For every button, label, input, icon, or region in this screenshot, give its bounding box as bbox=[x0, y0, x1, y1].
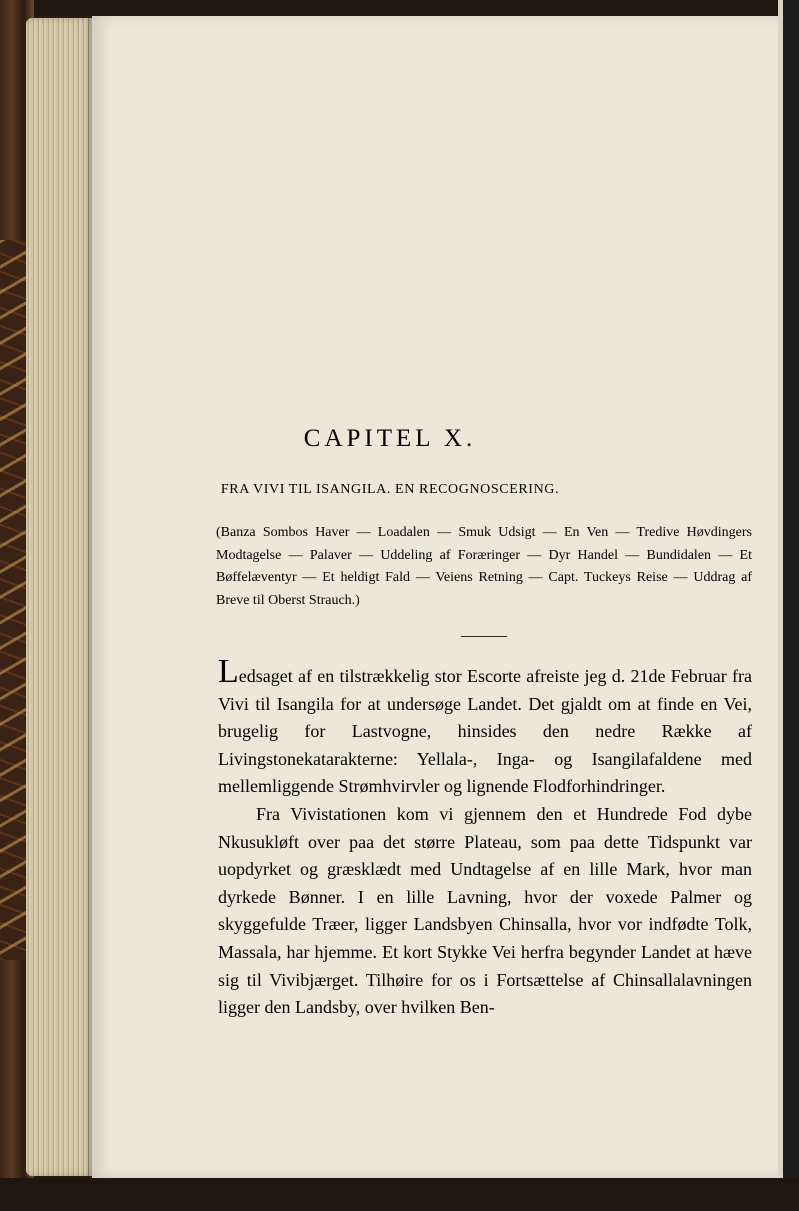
chapter-summary: (Banza Sombos Haver — Loadalen — Smuk Udsigt — En Ven — Tredive Høvdingers Modtagelse — Palaver — Uddeling af Foræringer — Dyr Handel — Bundidalen — Et Bøffelæventyr — Et heldigt Fald — Veiens Retning — Capt. Tuckeys Reise — Uddrag af Breve til Oberst Strauch.) bbox=[216, 525, 752, 608]
marbled-endpaper bbox=[0, 240, 26, 960]
scan-border-top bbox=[0, 0, 799, 16]
paragraph-2: Fra Vivistationen kom vi gjennem den et Hundrede Fod dybe Nkusukløft over paa det større Plateau, som paa dette Tidspunkt var uopdyrket og græsklædt med Undtagelse af en lille Mark, hvor man dyrkede Bønner. I en lille Lavning, hvor der voxede Palmer og skyggefulde Træer, ligger Landsbyen Chinsalla, hvor vor indfødte Tolk, Massala, har hjemme. Et kort Stykke Vei herfra begynder Landet at hæve sig til Vivibjærget. Tilhøire for os i Fortsættelse af Chinsallalavningen ligger den Landsby, over hvilken Ben- bbox=[218, 803, 752, 1018]
body-text bbox=[218, 653, 752, 1022]
scan-border-bottom bbox=[0, 1178, 799, 1211]
chapter-subtitle: FRA VIVI TIL ISANGILA. EN RECOGNOSCERING. bbox=[220, 482, 560, 497]
drop-cap: L bbox=[218, 653, 239, 690]
page-block-edges bbox=[26, 18, 96, 1176]
chapter-title: CAPITEL X. bbox=[303, 425, 477, 452]
page-gutter-shadow bbox=[88, 18, 92, 1176]
show-through-text bbox=[202, 111, 782, 189]
section-divider bbox=[461, 636, 507, 637]
paragraph-1-text: edsaget af en tilstrækkelig stor Escorte afreiste jeg d. 21de Februar fra Vivi til Isangila for at undersøge Landet. Det gjaldt om at finde en Vei, brugelig for Lastvogne, hinsides den nedre Række af Livingstonekatarakterne: Yellala-, Inga- og Isangilafaldene med mellemliggende Strømhvirvler og lignende Flodforhindringer. bbox=[218, 666, 752, 797]
scan-border-right bbox=[778, 0, 799, 1211]
paragraph-1 bbox=[218, 653, 752, 801]
